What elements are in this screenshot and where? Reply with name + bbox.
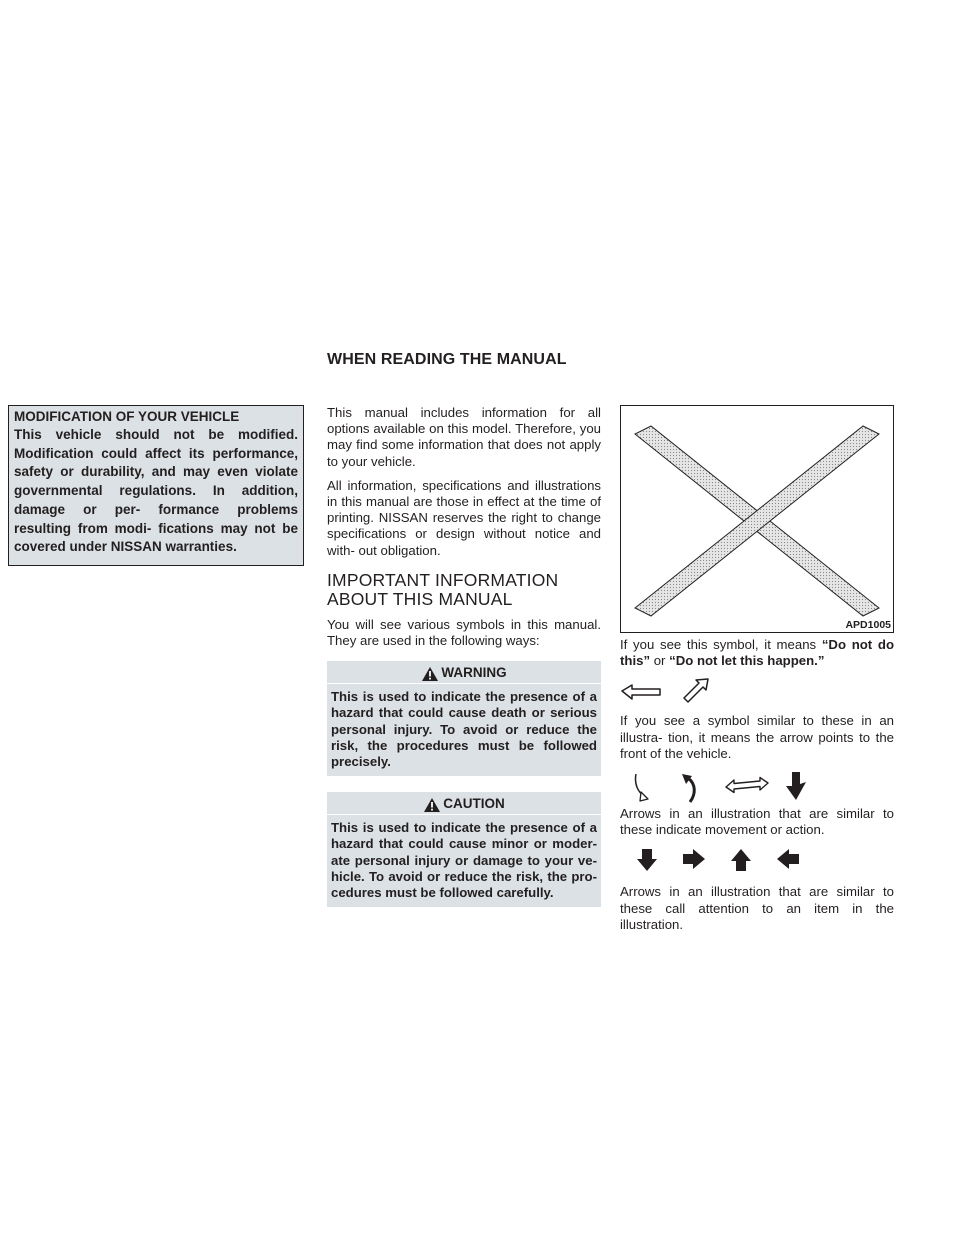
middle-column: [327, 405, 601, 907]
intro-paragraph-2: All information, specifications and illustrations in this manual are those in effect at the time of printing. NISSAN reserves the right to change specifications or design without notice and with- out obligation.: [327, 477, 601, 558]
caution-text: This is used to indicate the presence of a hazard that could cause minor or moder- ate personal injury or damage to your ve- hicle. To avoid or reduce the risk, the pro- cedures must be followed carefully.: [331, 820, 597, 901]
important-text: You will see various symbols in this manual. They are used in the following ways:: [327, 616, 601, 649]
modification-title: MODIFICATION OF YOUR VEHICLE: [14, 409, 240, 424]
attention-arrow-up-icon: [730, 848, 752, 872]
attention-arrow-left-icon: [776, 848, 800, 870]
caution-label: CAUTION: [443, 796, 505, 812]
caution-box: [327, 792, 601, 907]
front-arrows-row: [620, 675, 894, 713]
warning-header: [331, 661, 597, 684]
do-not-text: If you see this symbol, it means “Do not do this” or “Do not let this happen.”: [620, 637, 894, 669]
do-not-phrase-1: “Do not do this”: [620, 637, 894, 669]
front-arrow-left-icon: [620, 683, 662, 703]
movement-curved-arrow-2-icon: [676, 770, 700, 804]
do-not-phrase-2: “Do not let this happen.”: [669, 653, 825, 669]
do-not-illustration: [620, 405, 894, 633]
important-heading: IMPORTANT INFORMATION ABOUT THIS MANUAL: [327, 569, 559, 609]
movement-arrow-text: Arrows in an illustration that are similar to these indicate movement or action.: [620, 806, 894, 838]
caution-triangle-icon: [423, 797, 441, 813]
illustration-code: APD1005: [845, 619, 891, 631]
attention-arrow-text: Arrows in an illustration that are similar to these call attention to an item in the illustration.: [620, 884, 894, 932]
caution-header: [331, 792, 597, 815]
front-arrow-text: If you see a symbol similar to these in an illustra- tion, it means the arrow points to the front of the vehicle.: [620, 713, 894, 761]
front-arrow-diagonal-icon: [682, 677, 712, 705]
attention-arrow-right-icon: [682, 848, 706, 870]
intro-paragraph-1: This manual includes information for all options available on this model. Therefore, you may find some information that does not apply to your vehicle.: [327, 405, 601, 469]
warning-triangle-icon: [421, 666, 439, 682]
warning-text: This is used to indicate the presence of a hazard that could cause death or serious personal injury. To avoid or reduce the risk, the procedures must be followed precisely.: [331, 689, 597, 770]
movement-curved-arrow-1-icon: [632, 772, 654, 804]
section-title: WHEN READING THE MANUAL: [327, 351, 567, 368]
modification-text: This vehicle should not be modified. Modification could affect its performance, safety or durability, and may even violate governmental regulations. In addition, damage or per- formance problems resulting from modi- fications may not be covered under NISSAN warranties.: [14, 427, 298, 555]
attention-arrows-row: [620, 846, 894, 884]
right-column: [620, 405, 894, 933]
warning-box: [327, 661, 601, 776]
do-not-x-icon: [621, 406, 893, 632]
movement-double-arrow-icon: [724, 776, 770, 794]
movement-arrows-row: [620, 770, 894, 806]
modification-box: [8, 405, 304, 566]
warning-label: WARNING: [441, 665, 507, 681]
attention-arrow-down-icon: [636, 848, 658, 872]
movement-bent-arrow-icon: [784, 770, 808, 802]
